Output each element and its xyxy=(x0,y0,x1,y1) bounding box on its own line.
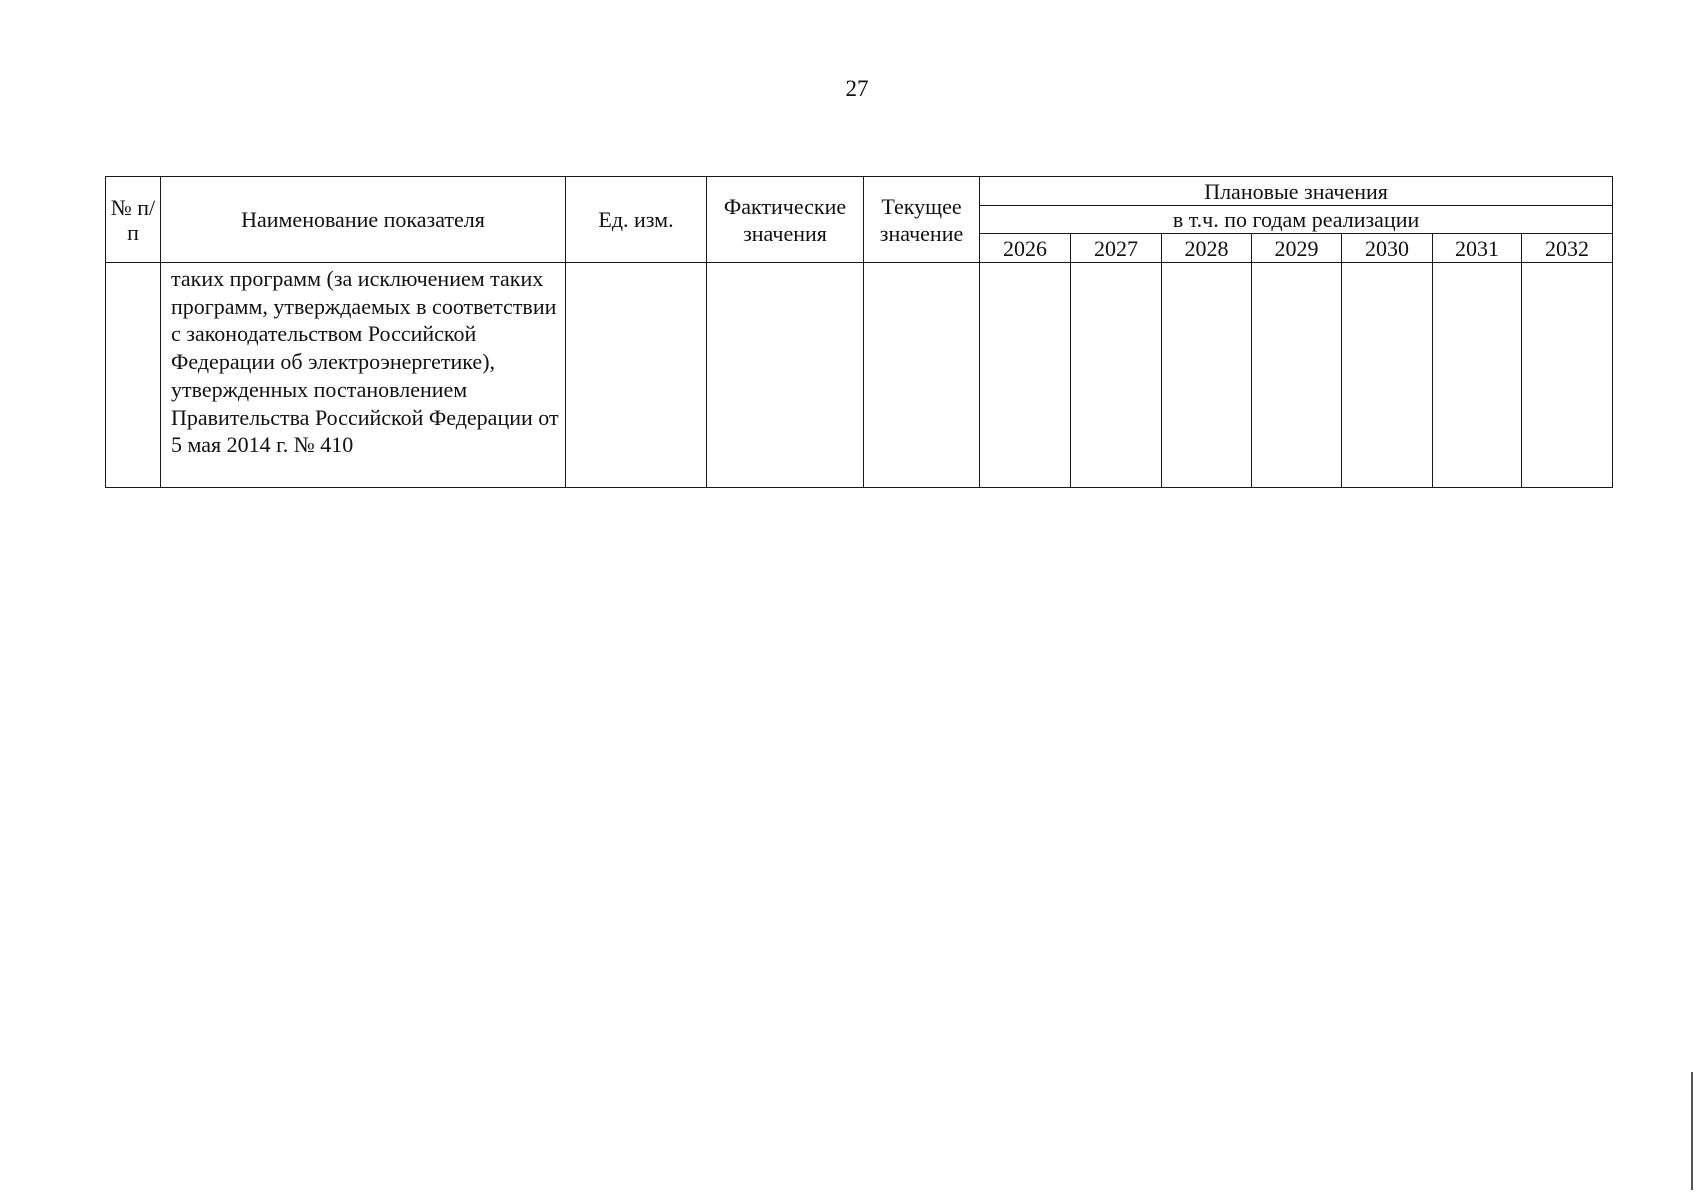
header-by-years: в т.ч. по годам реализации xyxy=(980,206,1613,234)
header-year: 2028 xyxy=(1162,234,1252,263)
cell-year-value xyxy=(1433,263,1522,488)
header-year: 2030 xyxy=(1342,234,1433,263)
header-year: 2029 xyxy=(1252,234,1342,263)
cell-current xyxy=(864,263,980,488)
header-year: 2026 xyxy=(980,234,1071,263)
cell-unit xyxy=(566,263,707,488)
page-number: 27 xyxy=(845,76,869,101)
indicators-table xyxy=(105,176,1613,488)
header-unit: Ед. изм. xyxy=(566,177,707,263)
cell-year-value xyxy=(1342,263,1433,488)
header-name: Наименование показателя xyxy=(161,177,566,263)
header-current: Текущее значение xyxy=(864,177,980,263)
cell-actual xyxy=(707,263,864,488)
table-row xyxy=(106,263,1613,488)
cell-num xyxy=(106,263,161,488)
header-year: 2031 xyxy=(1433,234,1522,263)
cell-year-value xyxy=(980,263,1071,488)
header-num: № п/п xyxy=(106,177,161,263)
cell-year-value xyxy=(1162,263,1252,488)
header-planned: Плановые значения xyxy=(980,177,1613,206)
cell-year-value xyxy=(1071,263,1162,488)
cell-year-value xyxy=(1522,263,1613,488)
header-year: 2027 xyxy=(1071,234,1162,263)
scan-edge-line xyxy=(1691,1072,1693,1190)
cell-indicator-name: таких программ (за исключением таких программ, утверждаемых в соответствии с законодательством Российской Федерации об электроэнергетике), утвержденных постановлением Правительства Российской Федерации от 5 мая 2014 г. № 410 xyxy=(161,263,566,488)
header-actual: Фактические значения xyxy=(707,177,864,263)
cell-year-value xyxy=(1252,263,1342,488)
header-year: 2032 xyxy=(1522,234,1613,263)
